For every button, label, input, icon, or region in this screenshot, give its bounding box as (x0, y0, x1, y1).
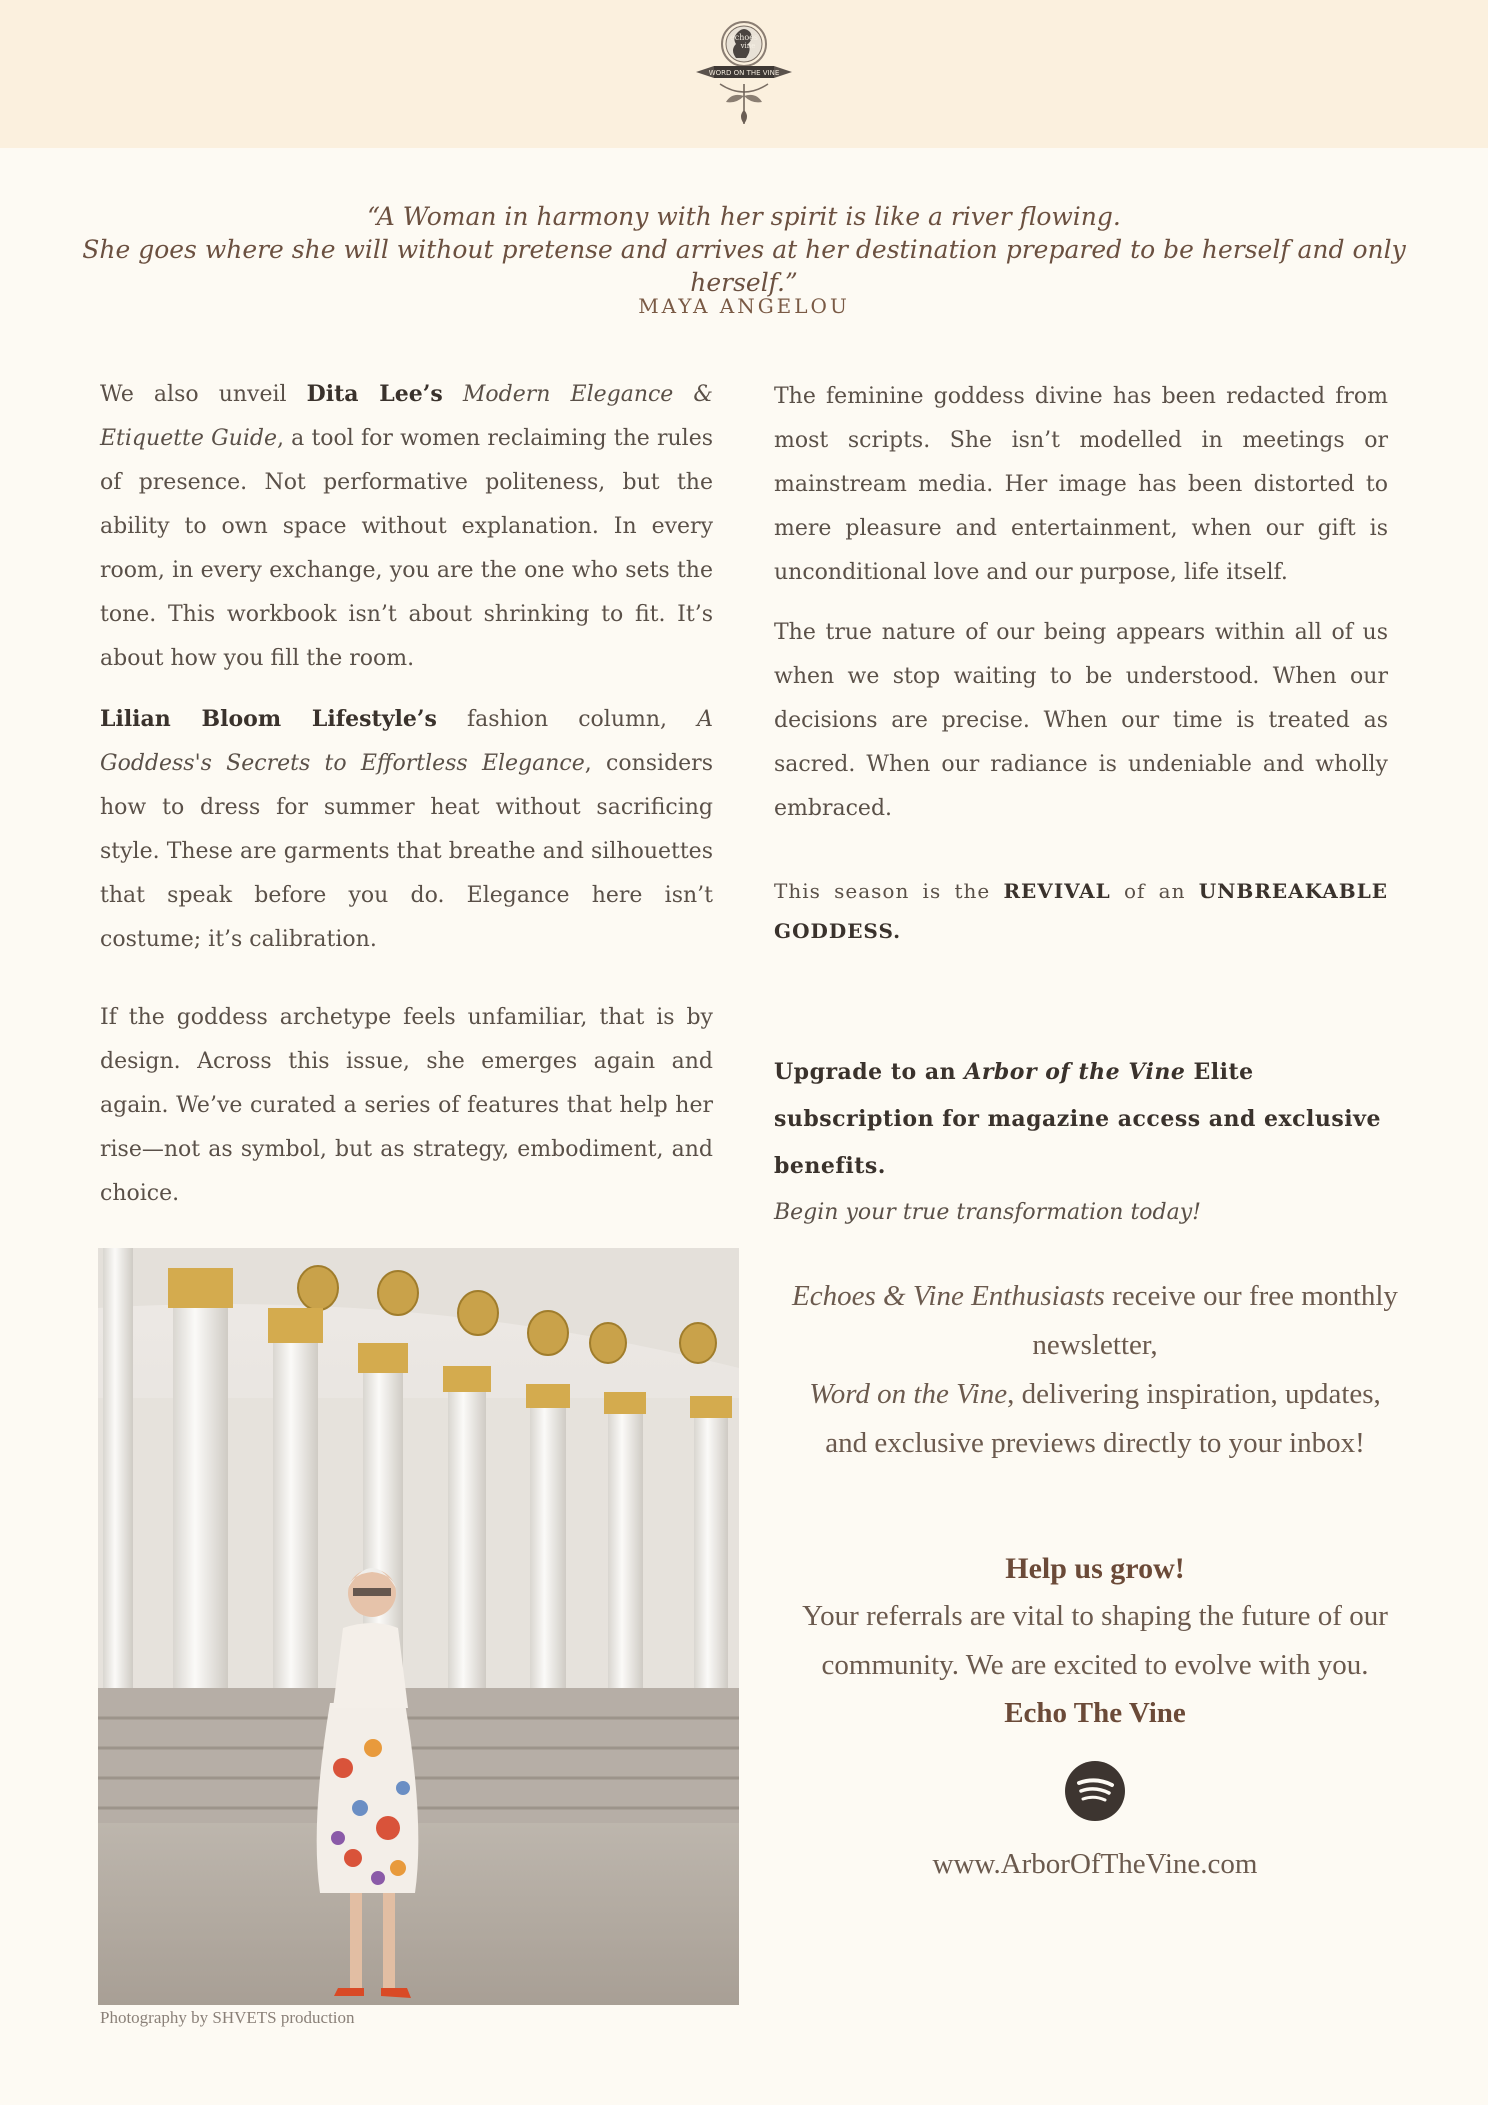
photo-illustration (98, 1248, 739, 2005)
echoes-vine-logo (690, 14, 798, 134)
svg-text:WORD ON THE VINE: WORD ON THE VINE (708, 69, 780, 77)
left-column (100, 372, 713, 1216)
paragraph-lilian-bloom: Lilian Bloom Lifestyle’s fashion column, A Goddess's Secrets to Effortless Elegance, considers how to dress for summer heat without sacrificing style. These are garments that breathe and silhouettes that speak before you do. Elegance here isn’t costume; it’s calibration. (100, 706, 713, 952)
svg-text:echoes: echoes (729, 33, 759, 42)
paragraph-dita-lee: We also unveil Dita Lee’s Modern Elegance & Etiquette Guide, a tool for women reclaiming the rules of presence. Not performative politeness, but the ability to own space without explanation. In every room, in every exchange, you are the one who sets the tone. This workbook isn’t about shrinking to fit. It’s about how you fill the room. (100, 381, 713, 671)
paragraph-feminine-goddess: The feminine goddess divine has been redacted from most scripts. She isn’t modelled in meetings or mainstream media. Her image has been distorted to mere pleasure and entertainment, when our gift is unconditional love and our purpose, life itself. (774, 384, 1388, 585)
quote-line-1: “A Woman in harmony with her spirit is like a river flowing. (367, 202, 1121, 231)
svg-text:vine: vine (740, 42, 756, 50)
revival-statement: This season is the REVIVAL of an UNBREAKABLE GODDESS. (774, 879, 1388, 943)
header-band (0, 0, 1488, 148)
spotify-icon[interactable] (1064, 1760, 1126, 1822)
cta-subtitle: Begin your true transformation today! (774, 1200, 1202, 1225)
paragraph-goddess-archetype: If the goddess archetype feels unfamiliar, that is by design. Across this issue, she emerges again and again. We’ve curated a series of features that help her rise—not as symbol, but as strategy, embodiment, and choice. (100, 1005, 713, 1206)
newsletter-text: Echoes & Vine Enthusiasts receive our free monthly newsletter, Word on the Vine, delivering inspiration, updates, and exclusive previews directly to your inbox! (792, 1280, 1398, 1459)
epigraph-quote (80, 200, 1408, 299)
newsletter-block (790, 1272, 1400, 1881)
signature: Echo The Vine (1004, 1697, 1186, 1729)
quote-author: MAYA ANGELOU (638, 294, 850, 318)
paragraph-true-nature: The true nature of our being appears within all of us when we stop waiting to be understood. When our decisions are precise. When our time is treated as sacred. When our radiance is undeniable and wholly embraced. (774, 620, 1388, 821)
fashion-photo (98, 1248, 739, 2005)
help-title: Help us grow! (1005, 1552, 1185, 1585)
subscription-cta[interactable]: Upgrade to an Arbor of the Vine Elite subscription for magazine access and exclusive benefits. Begin your true transformation today! (774, 1059, 1381, 1225)
help-text: Your referrals are vital to shaping the future of our community. We are excited to evolve with you. (802, 1600, 1388, 1681)
website-link[interactable]: www.ArborOfTheVine.com (932, 1848, 1258, 1880)
quote-line-2: She goes where she will without pretense and arrives at her destination prepared to be herself and only herself.” (82, 235, 1406, 297)
right-column (774, 375, 1388, 1236)
photo-credit: Photography by SHVETS production (100, 2008, 355, 2027)
